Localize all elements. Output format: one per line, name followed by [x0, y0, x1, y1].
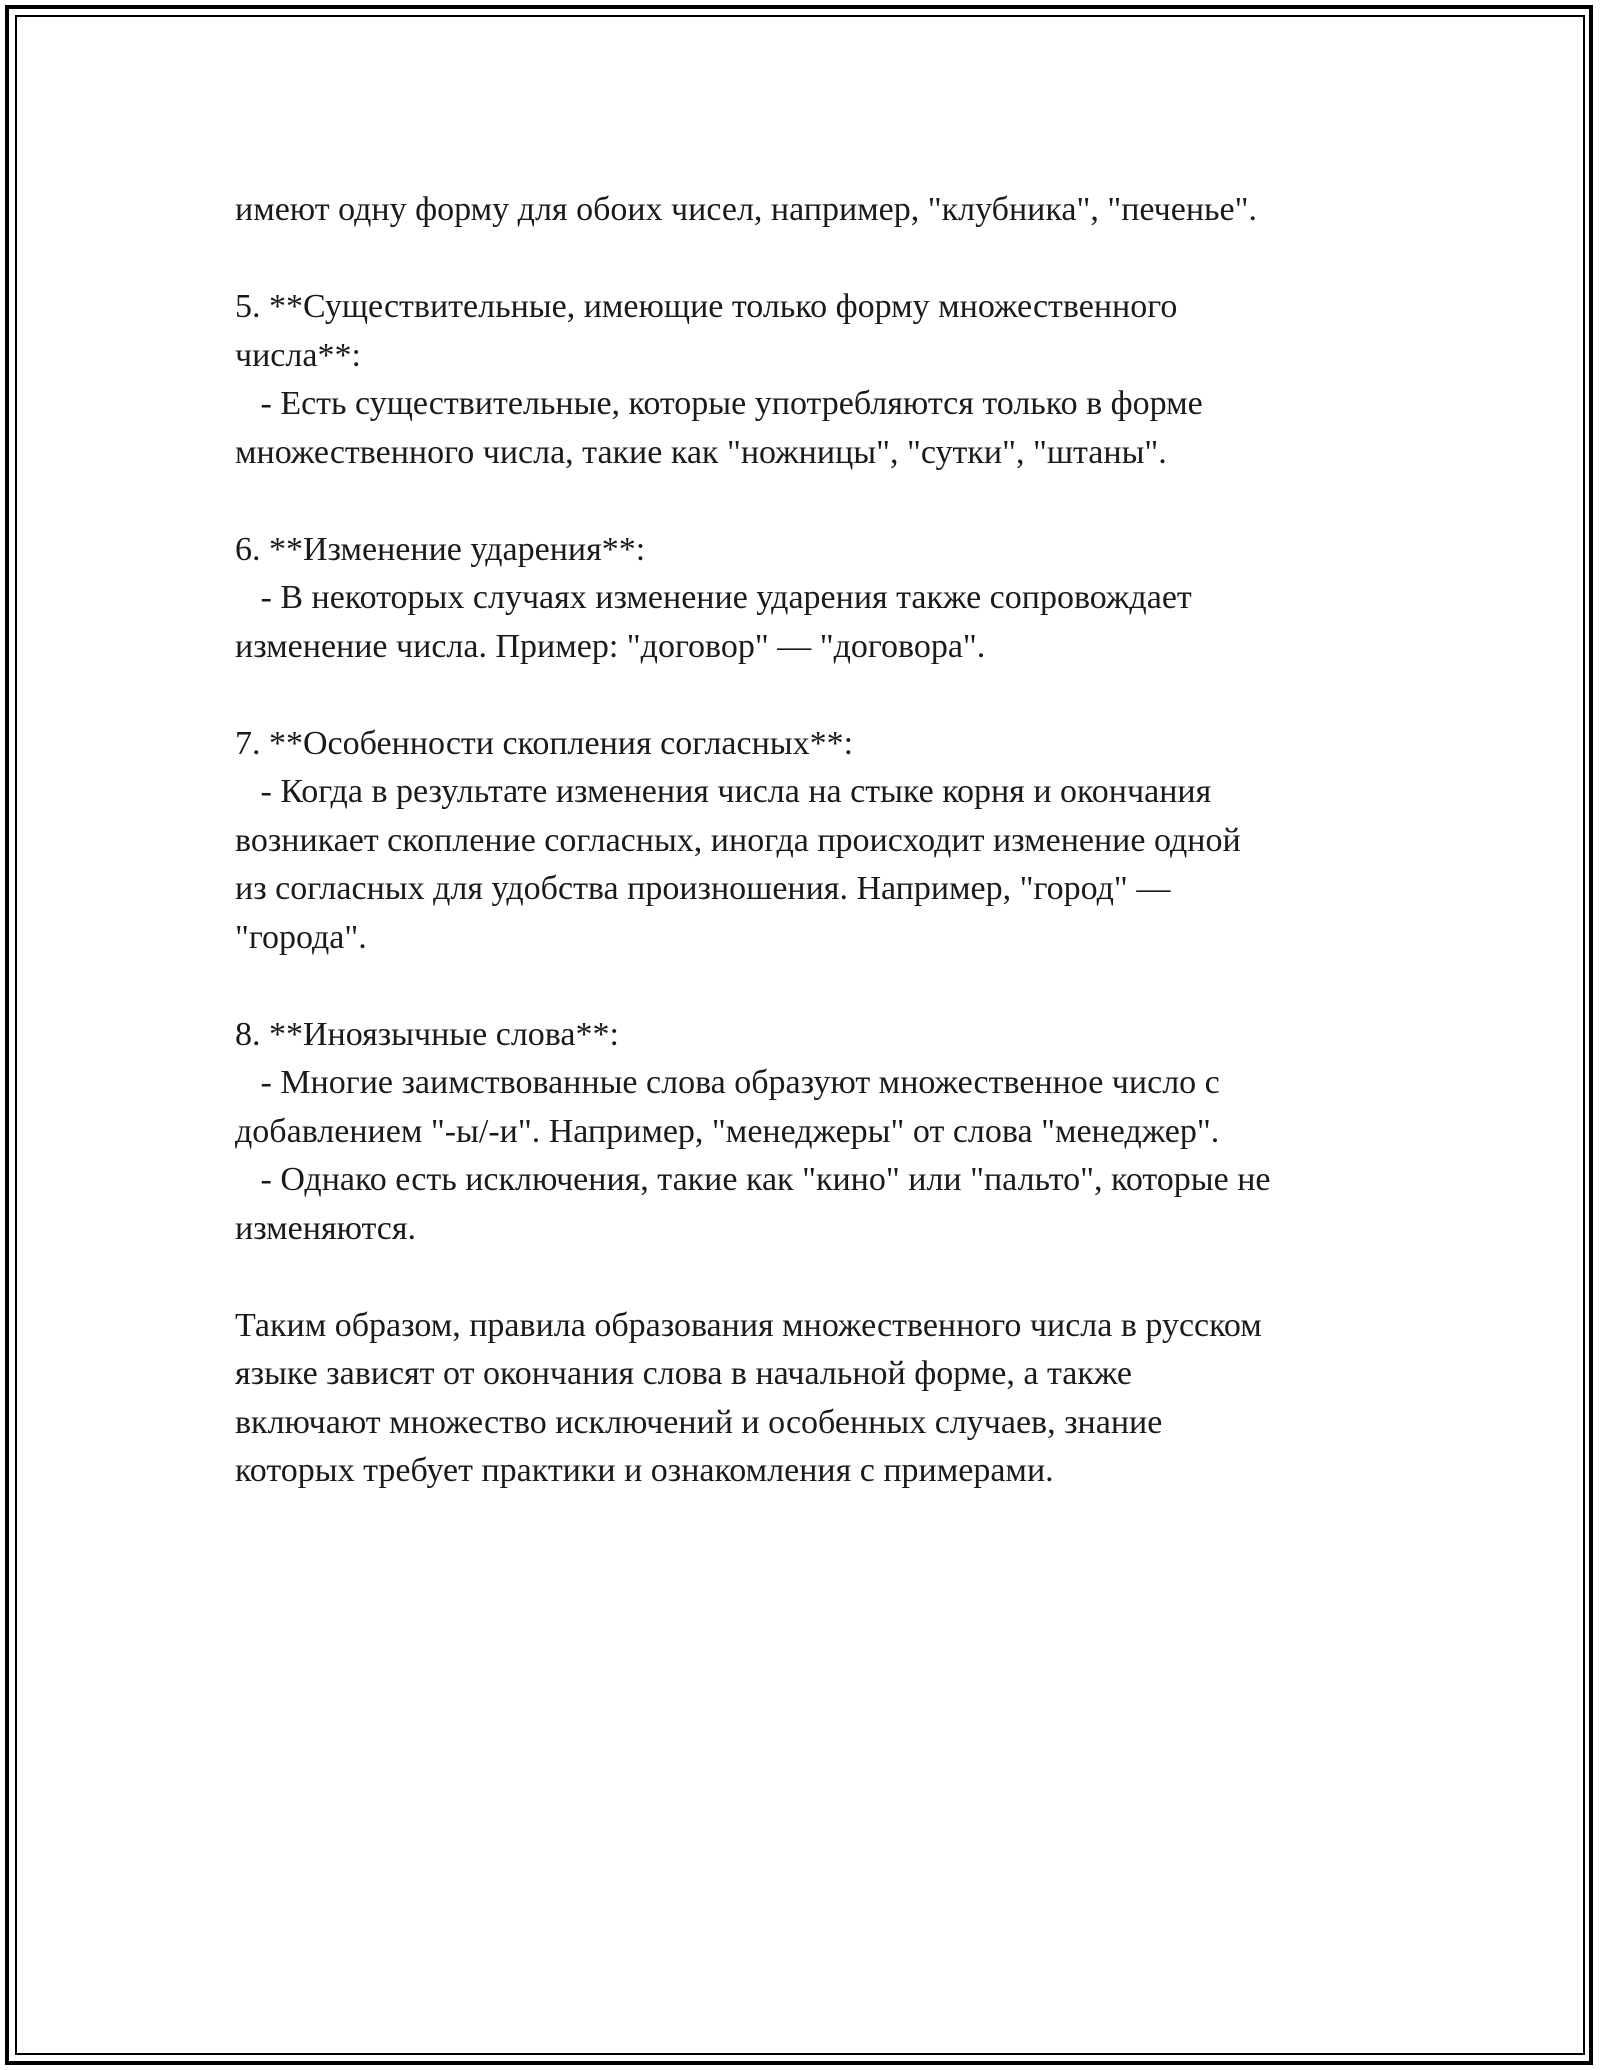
blank-line [235, 235, 1375, 284]
section-7-item: - Когда в результате изменения числа на стыке корня и окончания [235, 773, 1212, 810]
section-7-item: из согласных для удобства произношения. Например, "город" — [235, 870, 1171, 907]
section-6-item: - В некоторых случаях изменение ударения также сопровождает [235, 579, 1192, 616]
text-line: имеют одну форму для обоих чисел, например, "клубника", "печенье". [235, 191, 1258, 228]
blank-line [235, 962, 1375, 1011]
section-8-item: - Многие заимствованные слова образуют множественное число с [235, 1064, 1220, 1101]
document-body [235, 186, 1375, 1496]
conclusion-paragraph: языке зависят от окончания слова в начальной форме, а также [235, 1355, 1132, 1392]
section-7-heading: 7. **Особенности скопления согласных**: [235, 724, 854, 762]
section-6-item: изменение числа. Пример: "договор" — "договора". [235, 627, 986, 665]
blank-line [235, 477, 1375, 526]
section-8-heading: 8. **Иноязычные слова**: [235, 1015, 619, 1053]
section-5-heading: 5. **Существительные, имеющие только форму множественного [235, 288, 1178, 325]
section-5-heading: числа**: [235, 336, 361, 374]
blank-line [235, 671, 1375, 720]
section-5-item: множественного числа, такие как "ножницы", "сутки", "штаны". [235, 433, 1167, 471]
section-7-item: "города". [235, 918, 367, 956]
conclusion-paragraph: Таким образом, правила образования множественного числа в русском [235, 1306, 1262, 1344]
blank-line [235, 1253, 1375, 1302]
conclusion-paragraph: которых требует практики и ознакомления с примерами. [235, 1452, 1054, 1489]
section-8-item: добавлением "-ы/-и". Например, "менеджеры" от слова "менеджер". [235, 1112, 1220, 1150]
section-5-item: - Есть существительные, которые употребляются только в форме [235, 385, 1203, 422]
section-8-item: - Однако есть исключения, такие как "кино" или "пальто", которые не [235, 1161, 1271, 1198]
section-7-item: возникает скопление согласных, иногда происходит изменение одной [235, 821, 1241, 859]
conclusion-paragraph: включают множество исключений и особенных случаев, знание [235, 1403, 1163, 1441]
section-8-item: изменяются. [235, 1209, 417, 1247]
section-6-heading: 6. **Изменение ударения**: [235, 530, 646, 568]
